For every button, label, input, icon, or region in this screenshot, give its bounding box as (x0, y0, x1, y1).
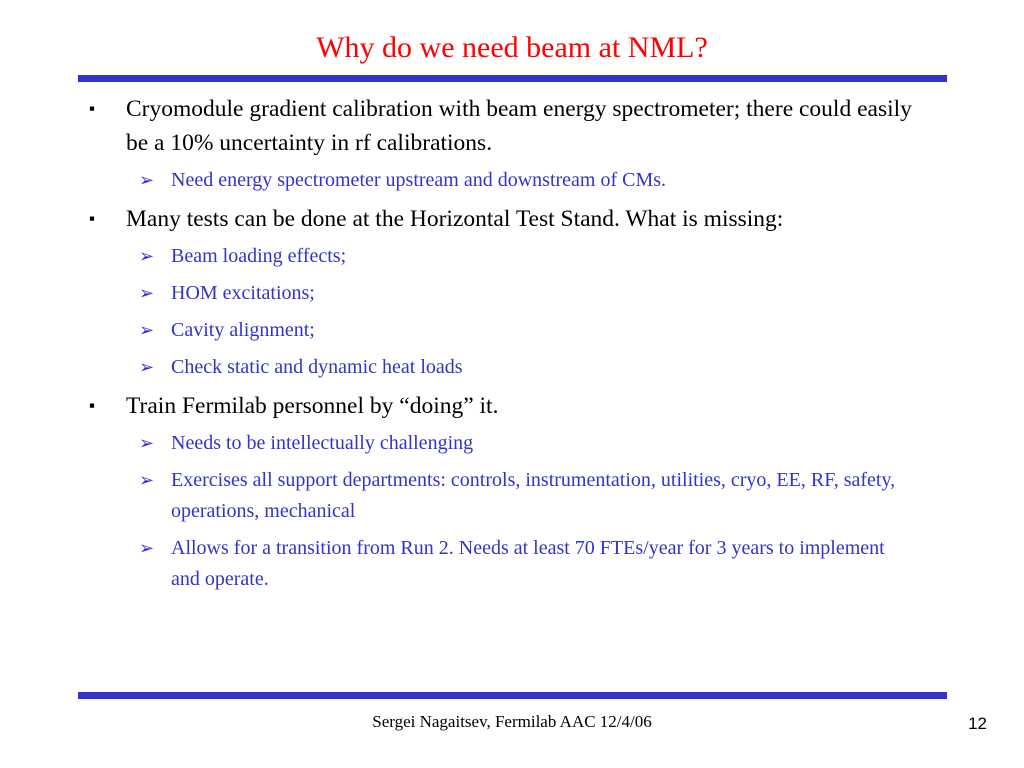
sub-bullet-3-1-text: Needs to be intellectually challenging (171, 432, 474, 454)
square-bullet-icon: ▪ (89, 396, 96, 415)
square-bullet-icon: ▪ (89, 209, 96, 228)
sub-bullet-3-3 (0, 533, 901, 595)
bullet-2 (0, 202, 936, 236)
bullet-1 (0, 92, 936, 160)
sub-bullet-1-1 (0, 165, 901, 196)
slide-content (0, 92, 1024, 601)
slide-footer: Sergei Nagaitsev, Fermilab AAC 12/4/06 (372, 712, 652, 731)
arrow-bullet-icon: ➢ (139, 357, 155, 377)
sub-bullet-2-4-text: Check static and dynamic heat loads (171, 356, 463, 378)
sub-bullet-3-3-text: Allows for a transition from Run 2. Needs at least 70 FTEs/year for 3 years to implement and operate. (171, 537, 885, 590)
bullet-2-text: Many tests can be done at the Horizontal Test Stand. What is missing: (126, 206, 784, 232)
sub-bullet-3-2-text: Exercises all support departments: controls, instrumentation, utilities, cryo, EE, RF, safety, operations, mechanical (171, 469, 896, 522)
sub-bullet-2-3 (0, 315, 901, 346)
arrow-bullet-icon: ➢ (139, 170, 155, 190)
bullet-3-text: Train Fermilab personnel by “doing” it. (126, 393, 499, 419)
arrow-bullet-icon: ➢ (139, 283, 155, 303)
arrow-bullet-icon: ➢ (139, 538, 155, 558)
sub-bullet-2-4 (0, 352, 901, 383)
sub-bullet-3-1 (0, 428, 901, 459)
arrow-bullet-icon: ➢ (139, 433, 155, 453)
slide-title: Why do we need beam at NML? (316, 31, 708, 64)
bottom-divider (78, 692, 947, 699)
sub-bullet-1-1-text: Need energy spectrometer upstream and downstream of CMs. (171, 169, 667, 191)
arrow-bullet-icon: ➢ (139, 246, 155, 266)
arrow-bullet-icon: ➢ (139, 470, 155, 490)
sub-bullet-2-2 (0, 278, 901, 309)
sub-bullet-3-2 (0, 465, 901, 527)
sub-bullet-2-1-text: Beam loading effects; (171, 245, 347, 267)
square-bullet-icon: ▪ (89, 99, 96, 118)
top-divider (78, 75, 947, 82)
sub-bullet-2-3-text: Cavity alignment; (171, 319, 315, 341)
bullet-1-text: Cryomodule gradient calibration with beam energy spectrometer; there could easily be a 10% uncertainty in rf calibrations. (126, 96, 912, 156)
sub-bullet-2-2-text: HOM excitations; (171, 282, 315, 304)
sub-bullet-2-1 (0, 241, 901, 272)
arrow-bullet-icon: ➢ (139, 320, 155, 340)
page-number: 12 (968, 714, 987, 733)
bullet-3 (0, 389, 936, 423)
